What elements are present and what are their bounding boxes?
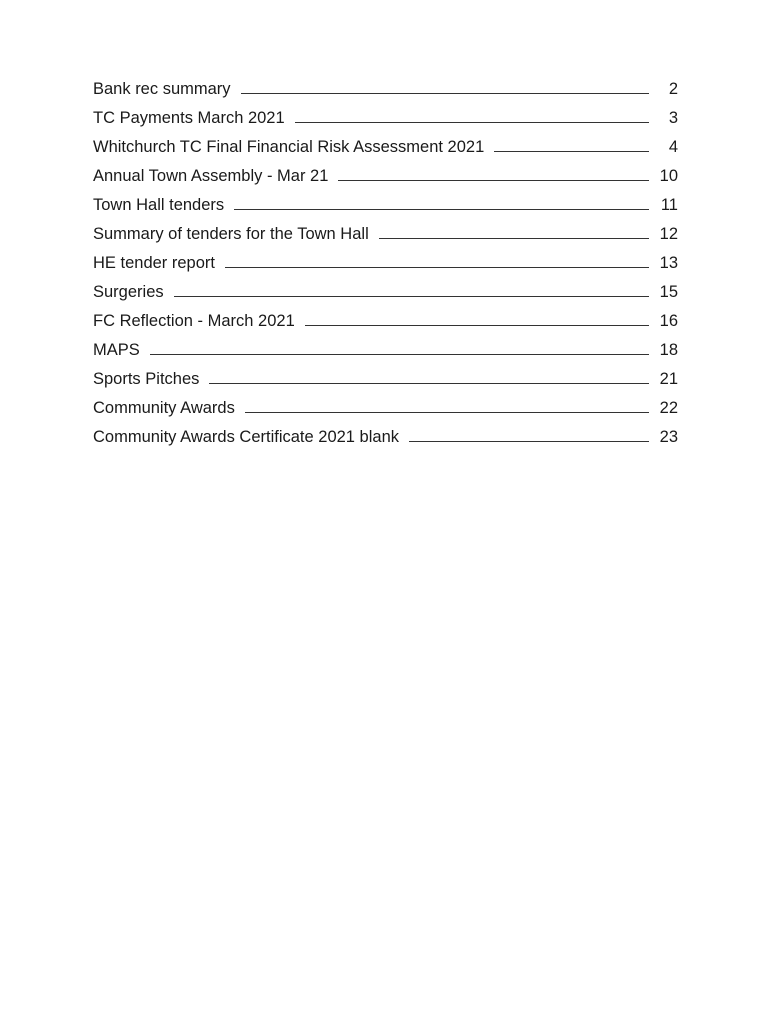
toc-entry-page: 10: [659, 167, 678, 185]
toc-entry-page: 4: [668, 138, 678, 156]
toc-leader-line: [295, 122, 649, 123]
toc-leader-line: [338, 180, 649, 181]
toc-entry[interactable]: [93, 331, 678, 360]
toc-entry-title: Sports Pitches: [93, 370, 200, 388]
toc-entry[interactable]: [93, 418, 678, 447]
toc-leader-line: [305, 325, 649, 326]
toc-entry-page: 11: [660, 196, 678, 214]
toc-entry[interactable]: [93, 186, 678, 215]
toc-entry-title: Bank rec summary: [93, 80, 231, 98]
toc-entry-title: MAPS: [93, 341, 140, 359]
toc-entry-title: Summary of tenders for the Town Hall: [93, 225, 369, 243]
toc-entry-title: Surgeries: [93, 283, 164, 301]
toc-entry-page: 16: [659, 312, 678, 330]
toc-leader-line: [409, 441, 649, 442]
toc-entry-title: HE tender report: [93, 254, 215, 272]
toc-entry-page: 21: [659, 370, 678, 388]
toc-leader-line: [150, 354, 649, 355]
toc-entry-page: 2: [668, 80, 678, 98]
toc-entry-page: 23: [659, 428, 678, 446]
toc-entry-title: Town Hall tenders: [93, 196, 225, 214]
toc-entry[interactable]: [93, 99, 678, 128]
toc-entry[interactable]: [93, 70, 678, 99]
toc-entry[interactable]: [93, 244, 678, 273]
toc-entry-title: TC Payments March 2021: [93, 109, 285, 127]
toc-entry[interactable]: [93, 302, 678, 331]
toc-leader-line: [174, 296, 649, 297]
table-of-contents: [93, 70, 678, 447]
toc-leader-line: [245, 412, 649, 413]
toc-entry[interactable]: [93, 128, 678, 157]
toc-leader-line: [494, 151, 649, 152]
toc-entry-page: 18: [659, 341, 678, 359]
toc-entry-title: Annual Town Assembly - Mar 21: [93, 167, 329, 185]
toc-entry-page: 22: [659, 399, 678, 417]
toc-entry-page: 3: [668, 109, 678, 127]
toc-entry-page: 15: [659, 283, 678, 301]
toc-entry[interactable]: [93, 157, 678, 186]
toc-leader-line: [225, 267, 649, 268]
toc-entry[interactable]: [93, 215, 678, 244]
toc-entry-title: Whitchurch TC Final Financial Risk Assessment 2021: [93, 138, 485, 156]
toc-entry-title: Community Awards: [93, 399, 235, 417]
toc-entry[interactable]: [93, 389, 678, 418]
toc-leader-line: [209, 383, 649, 384]
toc-entry[interactable]: [93, 360, 678, 389]
toc-entry[interactable]: [93, 273, 678, 302]
toc-entry-title: Community Awards Certificate 2021 blank: [93, 428, 400, 446]
toc-leader-line: [234, 209, 649, 210]
toc-leader-line: [241, 93, 649, 94]
toc-entry-page: 12: [659, 225, 678, 243]
toc-leader-line: [379, 238, 649, 239]
toc-entry-page: 13: [659, 254, 678, 272]
toc-entry-title: FC Reflection - March 2021: [93, 312, 295, 330]
